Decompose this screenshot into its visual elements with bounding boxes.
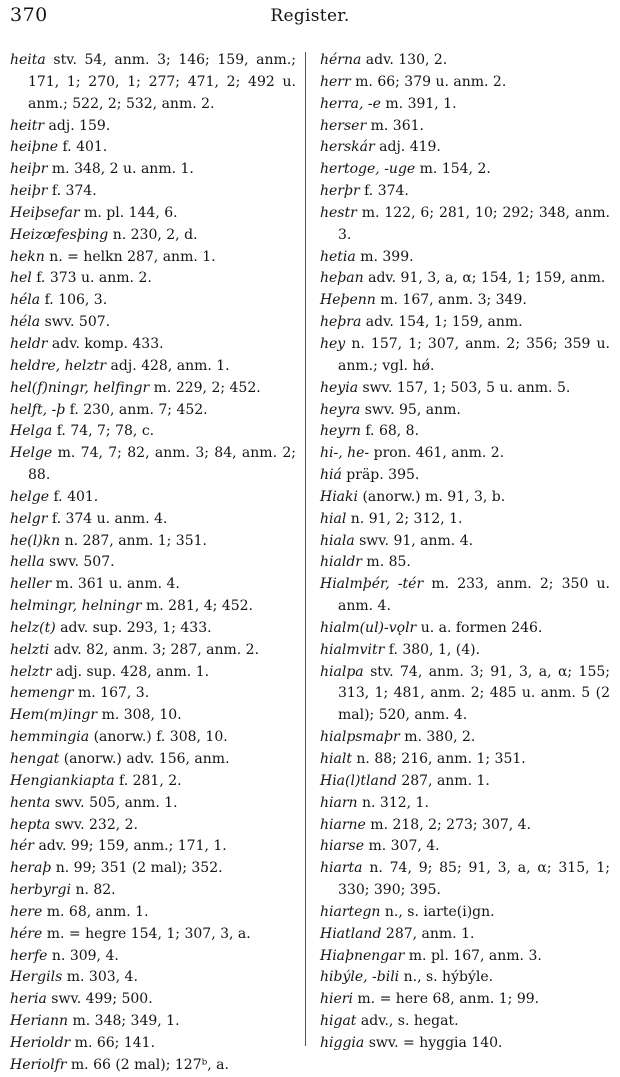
entry-headword: heitr — [10, 117, 45, 134]
entry-references: m. 218, 2; 273; 307, 4. — [365, 816, 532, 833]
entry-references: swv. 157, 1; 503, 5 u. anm. 5. — [358, 379, 571, 396]
entry-references: adv. sup. 293, 1; 433. — [55, 619, 212, 636]
entry-references: m. = hegre 154, 1; 307, 3, a. — [42, 925, 251, 942]
entry-headword: hengat — [10, 751, 60, 767]
register-entry — [10, 531, 296, 553]
entry-references: m. 66; 141. — [70, 1034, 156, 1051]
register-entry — [320, 421, 610, 443]
entry-references: m. 85. — [361, 554, 411, 571]
entry-references: (anorw.) m. 91, 3, b. — [358, 488, 506, 505]
entry-references: m. 348, 2 u. anm. 1. — [47, 161, 194, 178]
entry-headword: higgia — [320, 1034, 365, 1051]
entry-headword: herser — [320, 117, 367, 134]
entry-headword: hiarta — [320, 860, 363, 877]
entry-headword: Heriolfr — [10, 1056, 67, 1073]
register-entry — [10, 989, 296, 1011]
entry-references: m. 167, anm. 3; 349. — [375, 292, 527, 309]
entry-references: m. 122, 6; 281, 10; 292; 348, anm. 3. — [338, 204, 610, 243]
entry-headword: hér — [10, 838, 34, 855]
entry-headword: helft, -þ — [10, 401, 66, 418]
entry-headword: hel — [10, 270, 32, 287]
entry-headword: Hengiankiapta — [10, 772, 115, 789]
entry-headword: hemmingia — [10, 729, 90, 746]
entry-references: m. 361 u. anm. 4. — [51, 576, 180, 593]
register-entry — [320, 574, 610, 618]
entry-headword: hiá — [320, 467, 342, 484]
register-entry — [320, 836, 610, 858]
entry-references: m. 281, 4; 452. — [141, 598, 254, 615]
entry-references: adj. sup. 428, anm. 1. — [51, 663, 210, 680]
entry-headword: heyrn — [320, 423, 361, 440]
entry-headword: herbyrgi — [10, 882, 71, 899]
entry-headword: hérna — [320, 52, 362, 68]
register-entry — [10, 203, 296, 225]
entry-references: m. 380, 2. — [399, 729, 476, 746]
entry-references: 287, anm. 1. — [381, 925, 475, 942]
entry-references: m. 167, 3. — [73, 685, 150, 702]
entry-references: f. 373 u. anm. 2. — [31, 270, 152, 287]
entry-references: f. 106, 3. — [40, 292, 108, 309]
register-entry — [10, 705, 296, 727]
register-entry — [320, 858, 610, 902]
register-entry — [10, 662, 296, 684]
entry-headword: heyra — [320, 401, 361, 418]
register-entry — [10, 902, 296, 924]
entry-references: m. 74, 7; 82, anm. 3; 84, anm. 2; 88. — [28, 445, 296, 484]
entry-headword: Helge — [10, 445, 53, 462]
entry-references: adv. 82, anm. 3; 287, anm. 2. — [49, 641, 260, 658]
entry-references: adj. 159. — [44, 117, 111, 134]
entry-headword: hére — [10, 925, 43, 942]
register-entry — [320, 487, 610, 509]
register-entry — [320, 159, 610, 181]
entry-headword: Hergils — [10, 969, 63, 986]
entry-headword: herra, -e — [320, 95, 381, 112]
register-entry — [10, 247, 296, 269]
register-entry — [320, 443, 610, 465]
entry-references: n. 88; 216, anm. 1; 351. — [351, 751, 526, 767]
entry-references: adv. 154, 1; 159, anm. — [361, 314, 523, 331]
entry-headword: hepta — [10, 816, 51, 833]
register-entry — [10, 946, 296, 968]
entry-references: swv. 232, 2. — [50, 816, 138, 833]
entry-references: f. 374 u. anm. 4. — [47, 510, 168, 527]
entry-references: m. 229, 2; 452. — [149, 379, 261, 396]
entry-references: f. 374. — [359, 183, 409, 200]
register-entry — [320, 509, 610, 531]
entry-references: n. 157, 1; 307, anm. 2; 356; 359 u. anm.; vgl. hǿ. — [338, 335, 610, 374]
entry-references: (anorw.) f. 308, 10. — [89, 729, 228, 746]
entry-headword: herþr — [320, 183, 360, 200]
entry-references: f. 230, anm. 7; 452. — [65, 401, 208, 418]
register-entry — [10, 1055, 296, 1077]
register-entry — [10, 596, 296, 618]
entry-headword: heldr — [10, 335, 48, 352]
entry-headword: herfe — [10, 947, 48, 964]
entry-headword: hi-, he- — [320, 445, 370, 462]
entry-references: m. 66 (2 mal); 127ᵇ, a. — [66, 1056, 229, 1073]
entry-references: m. 308, 10. — [97, 707, 182, 724]
entry-references: adv. 99; 159, anm.; 171, 1. — [34, 838, 227, 855]
register-entry — [10, 967, 296, 989]
entry-headword: heyia — [320, 379, 359, 396]
entry-headword: hekn — [10, 248, 45, 265]
entry-headword: heria — [10, 991, 47, 1008]
register-entry — [10, 137, 296, 159]
entry-references: m. 348; 349, 1. — [68, 1013, 180, 1030]
right-column — [320, 50, 610, 1055]
register-entry — [320, 1033, 610, 1055]
entry-references: swv. 507. — [40, 314, 111, 331]
entry-headword: henta — [10, 794, 51, 811]
entry-headword: Hiaþnengar — [320, 947, 405, 964]
register-entry — [320, 72, 610, 94]
entry-references: m. 154, 2. — [415, 161, 491, 178]
register-entry — [10, 749, 296, 771]
entry-headword: heldre, helztr — [10, 357, 107, 374]
register-entry — [10, 1033, 296, 1055]
register-entry — [320, 247, 610, 269]
register-entry — [320, 137, 610, 159]
entry-headword: helz(t) — [10, 619, 56, 636]
register-entry — [10, 334, 296, 356]
entry-references: stv. 54, anm. 3; 146; 159, anm.; 171, 1; 270, 1; 277; 471, 2; 492 u. anm.; 522, 2; 532, anm. 2. — [28, 52, 296, 112]
entry-headword: hieri — [320, 991, 353, 1008]
entry-references: m. pl. 167, anm. 3. — [404, 947, 542, 964]
entry-references: n., s. hýbýle. — [399, 969, 494, 986]
register-entry — [320, 618, 610, 640]
entry-headword: hialt — [320, 751, 352, 767]
register-entry — [10, 924, 296, 946]
entry-references: swv. 505, anm. 1. — [50, 794, 178, 811]
entry-references: n. 312, 1. — [357, 794, 429, 811]
register-entry — [320, 771, 610, 793]
entry-headword: hestr — [320, 204, 357, 221]
entry-headword: hiartegn — [320, 903, 381, 920]
register-entry — [10, 487, 296, 509]
register-entry — [320, 334, 610, 378]
entry-headword: hetia — [320, 248, 356, 265]
entry-headword: Heþenn — [320, 292, 376, 309]
entry-headword: Herioldr — [10, 1034, 71, 1051]
register-entry — [320, 1011, 610, 1033]
entry-headword: helgr — [10, 510, 48, 527]
entry-references: adj. 428, anm. 1. — [106, 357, 230, 374]
register-entry — [320, 749, 610, 771]
register-entry — [10, 1011, 296, 1033]
register-entry — [10, 356, 296, 378]
entry-headword: hialmvitr — [320, 641, 385, 658]
entry-references: f. 401. — [49, 488, 99, 505]
entry-references: n. 82. — [71, 882, 116, 899]
entry-headword: Hem(m)ingr — [10, 707, 98, 724]
entry-references: n. 91, 2; 312, 1. — [346, 510, 463, 527]
register-entry — [320, 94, 610, 116]
register-entry — [320, 902, 610, 924]
entry-headword: heller — [10, 576, 52, 593]
register-entry — [320, 290, 610, 312]
entry-headword: helmingr, helningr — [10, 598, 142, 615]
register-entry — [320, 552, 610, 574]
entry-headword: hialdr — [320, 554, 362, 571]
entry-references: f. 401. — [58, 139, 108, 156]
register-entry — [320, 50, 610, 72]
entry-references: m. pl. 144, 6. — [79, 204, 178, 221]
entry-references: adv. 130, 2. — [361, 52, 448, 68]
entry-headword: hialm(ul)-vǫlr — [320, 619, 417, 636]
register-entry — [320, 378, 610, 400]
entry-references: n. 99; 351 (2 mal); 352. — [51, 860, 223, 877]
register-entry — [320, 924, 610, 946]
entry-references: 287, anm. 1. — [396, 772, 490, 789]
register-entry — [10, 225, 296, 247]
entry-headword: Hiaki — [320, 488, 358, 505]
entry-references: n. 309, 4. — [47, 947, 119, 964]
entry-references: m. = here 68, anm. 1; 99. — [352, 991, 540, 1008]
entry-headword: helzti — [10, 641, 50, 658]
entry-references: swv. 499; 500. — [46, 991, 153, 1008]
register-entry — [320, 662, 610, 728]
entry-references: (anorw.) adv. 156, anm. — [59, 751, 230, 767]
column-divider — [305, 52, 306, 1046]
entry-headword: hibýle, -bili — [320, 969, 400, 986]
entry-references: n. = helkn 287, anm. 1. — [44, 248, 216, 265]
entry-headword: hiarn — [320, 794, 358, 811]
entry-references: adj. 419. — [374, 139, 441, 156]
entry-references: m. 233, anm. 2; 350 u. anm. 4. — [338, 576, 611, 615]
register-entry — [320, 312, 610, 334]
entry-headword: heiþne — [10, 139, 59, 156]
register-entry — [320, 815, 610, 837]
entry-headword: hiarse — [320, 838, 365, 855]
entry-references: f. 380, 1, (4). — [384, 641, 481, 658]
register-entry — [10, 509, 296, 531]
entry-references: f. 74, 7; 78, c. — [52, 423, 155, 440]
entry-references: m. 399. — [355, 248, 414, 265]
entry-references: adv., s. hegat. — [356, 1013, 459, 1030]
entry-headword: héla — [10, 314, 41, 331]
entry-references: swv. = hyggia 140. — [364, 1034, 503, 1051]
entry-headword: heþra — [320, 314, 362, 331]
register-entry — [10, 836, 296, 858]
entry-references: n. 287, anm. 1; 351. — [60, 532, 207, 549]
register-entry — [320, 203, 610, 247]
entry-headword: heþan — [320, 270, 364, 287]
entry-headword: Hialmþér, -tér — [320, 576, 424, 593]
register-entry — [320, 116, 610, 138]
entry-references: swv. 91, anm. 4. — [354, 532, 474, 549]
entry-references: m. 391, 1. — [380, 95, 457, 112]
register-entry — [10, 116, 296, 138]
entry-headword: hialpa — [320, 663, 364, 680]
register-entry — [10, 618, 296, 640]
register-entry — [10, 421, 296, 443]
register-entry — [320, 400, 610, 422]
entry-headword: hella — [10, 554, 45, 571]
entry-headword: hial — [320, 510, 347, 527]
entry-references: n., s. iarte(i)gn. — [380, 903, 495, 920]
entry-references: u. a. formen 246. — [416, 619, 543, 636]
entry-headword: hel(f)ningr, helfingr — [10, 379, 150, 396]
entry-references: swv. 95, anm. — [360, 401, 461, 418]
register-entry — [320, 181, 610, 203]
entry-references: f. 374. — [47, 183, 97, 200]
entry-headword: Hia(l)tland — [320, 772, 397, 789]
entry-headword: heiþr — [10, 183, 48, 200]
entry-references: m. 66; 379 u. anm. 2. — [350, 73, 507, 90]
entry-references: swv. 507. — [44, 554, 115, 571]
register-entry — [10, 574, 296, 596]
register-entry — [320, 531, 610, 553]
register-entry — [320, 640, 610, 662]
entry-references: f. 281, 2. — [114, 772, 182, 789]
register-entry — [10, 552, 296, 574]
entry-headword: Helga — [10, 423, 53, 440]
register-entry — [10, 181, 296, 203]
page-number: 370 — [10, 4, 48, 26]
entry-headword: Heiþsefar — [10, 204, 80, 221]
register-entry — [320, 989, 610, 1011]
left-column — [10, 50, 296, 1077]
entry-references: m. 303, 4. — [62, 969, 138, 986]
register-entry — [10, 727, 296, 749]
entry-references: m. 307, 4. — [364, 838, 440, 855]
entry-headword: hemengr — [10, 685, 74, 702]
register-entry — [10, 880, 296, 902]
entry-references: stv. 74, anm. 3; 91, 3, a, α; 155; 313, 1; 481, anm. 2; 485 u. anm. 5 (2 mal); 520, anm. 4. — [338, 663, 610, 724]
entry-headword: hey — [320, 335, 346, 352]
entry-references: adv. 91, 3, a, α; 154, 1; 159, anm. — [363, 270, 606, 287]
entry-headword: hialpsmaþr — [320, 729, 400, 746]
entry-headword: heita — [10, 52, 46, 68]
entry-headword: herr — [320, 73, 351, 90]
entry-headword: heiþr — [10, 161, 48, 178]
entry-headword: higat — [320, 1013, 357, 1030]
entry-headword: Heizœfesþing — [10, 226, 109, 243]
register-entry — [10, 290, 296, 312]
register-entry — [10, 50, 296, 116]
entry-headword: he(l)kn — [10, 532, 61, 549]
entry-headword: here — [10, 903, 43, 920]
entry-headword: hiarne — [320, 816, 366, 833]
entry-headword: héla — [10, 292, 41, 309]
entry-headword: hertoge, -uge — [320, 161, 416, 178]
register-entry — [10, 793, 296, 815]
register-entry — [320, 793, 610, 815]
entry-headword: Hiatland — [320, 925, 382, 942]
entry-headword: helztr — [10, 663, 52, 680]
register-entry — [10, 771, 296, 793]
register-entry — [10, 858, 296, 880]
entry-headword: heraþ — [10, 860, 52, 877]
register-entry — [10, 640, 296, 662]
register-entry — [10, 378, 296, 400]
entry-references: präp. 395. — [341, 467, 420, 484]
entry-references: m. 68, anm. 1. — [42, 903, 149, 920]
register-entry — [320, 268, 610, 290]
entry-references: m. 361. — [366, 117, 424, 134]
register-entry — [320, 727, 610, 749]
register-entry — [320, 946, 610, 968]
register-entry — [10, 268, 296, 290]
entry-headword: herskár — [320, 139, 375, 156]
register-entry — [10, 443, 296, 487]
entry-references: pron. 461, anm. 2. — [369, 445, 505, 462]
register-entry — [320, 465, 610, 487]
entry-references: n. 230, 2, d. — [108, 226, 198, 243]
entry-headword: Heriann — [10, 1013, 69, 1030]
entry-references: adv. komp. 433. — [47, 335, 164, 352]
register-entry — [10, 683, 296, 705]
register-entry — [10, 815, 296, 837]
entry-headword: helge — [10, 488, 50, 505]
register-entry — [10, 312, 296, 334]
entry-references: f. 68, 8. — [360, 423, 420, 440]
register-entry — [10, 159, 296, 181]
entry-headword: hiala — [320, 532, 355, 549]
register-entry — [10, 400, 296, 422]
register-entry — [320, 967, 610, 989]
entry-references: n. 74, 9; 85; 91, 3, a, α; 315, 1; 330; 390; 395. — [338, 860, 610, 899]
running-title: Register. — [270, 6, 350, 26]
